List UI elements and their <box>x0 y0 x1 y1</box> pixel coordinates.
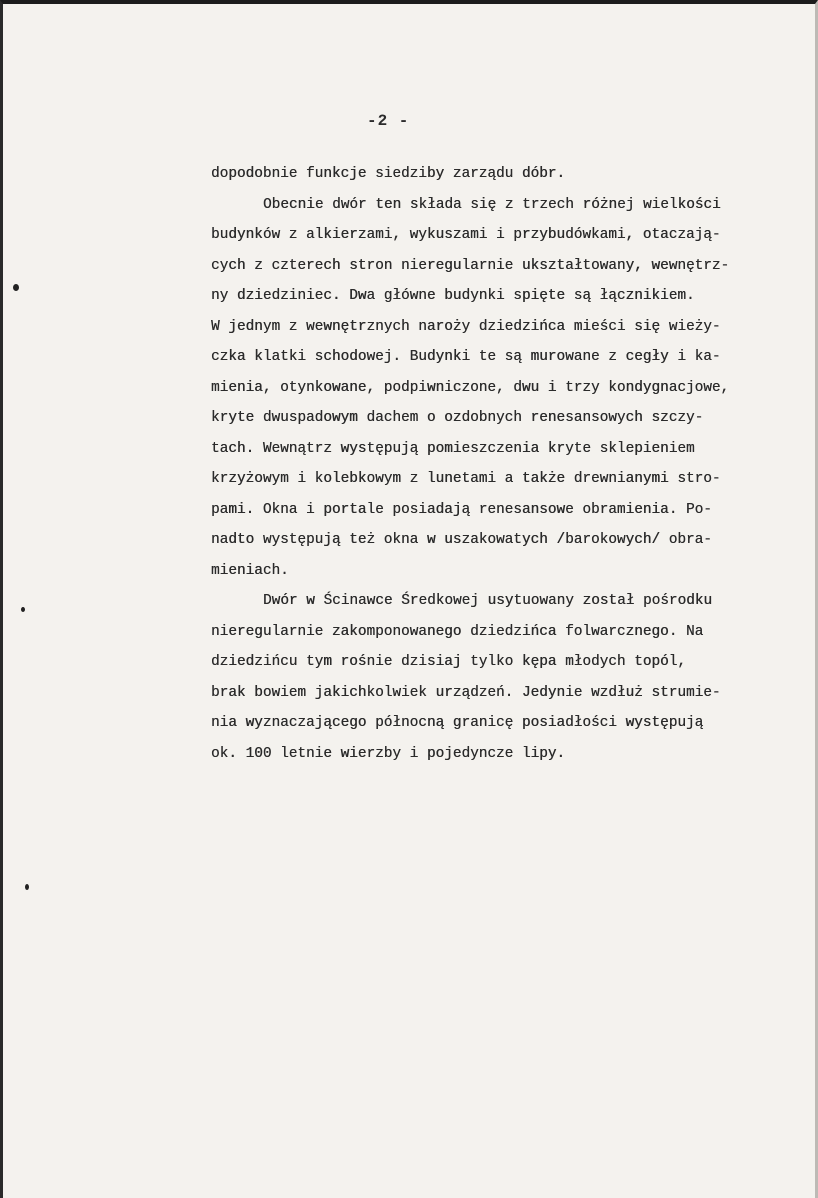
text-line: mieniach. <box>211 563 289 579</box>
text-line: Dwór w Ścinawce Średkowej usytuowany został pośrodku <box>263 593 713 609</box>
text-line: cych z czterech stron nieregularnie ukształtowany, wewnętrz- <box>211 258 730 274</box>
ink-speck <box>25 884 29 890</box>
text-line: brak bowiem jakichkolwiek urządzeń. Jedynie wzdłuż strumie- <box>211 685 721 701</box>
page-number: -2 - <box>367 112 410 130</box>
text-line: nadto występują też okna w uszakowatych /barokowych/ obra- <box>211 532 712 548</box>
text-line: czka klatki schodowej. Budynki te są murowane z cegły i ka- <box>211 349 721 365</box>
text-line: tach. Wewnątrz występują pomieszczenia kryte sklepieniem <box>211 441 695 457</box>
text-line: nia wyznaczającego północną granicę posiadłości występują <box>211 715 704 731</box>
text-line: mienia, otynkowane, podpiwniczone, dwu i trzy kondygnacjowe, <box>211 380 730 396</box>
ink-speck <box>13 284 19 291</box>
text-line: ok. 100 letnie wierzby i pojedyncze lipy. <box>211 746 566 762</box>
text-line: dziedzińcu tym rośnie dzisiaj tylko kępa młodych topól, <box>211 654 686 670</box>
text-line: dopodobnie funkcje siedziby zarządu dóbr. <box>211 166 566 182</box>
ink-speck <box>21 607 25 612</box>
text-line: pami. Okna i portale posiadają renesansowe obramienia. Po- <box>211 502 712 518</box>
text-line: krzyżowym i kolebkowym z lunetami a także drewnianymi stro- <box>211 471 721 487</box>
text-line: ny dziedziniec. Dwa główne budynki spięte są łącznikiem. <box>211 288 695 304</box>
text-line: Obecnie dwór ten składa się z trzech różnej wielkości <box>263 197 721 213</box>
text-line: budynków z alkierzami, wykuszami i przybudówkami, otaczają- <box>211 227 721 243</box>
text-line: kryte dwuspadowym dachem o ozdobnych renesansowych szczy- <box>211 410 704 426</box>
text-line: W jednym z wewnętrznych naroży dziedzińca mieści się wieży- <box>211 319 721 335</box>
text-line: nieregularnie zakomponowanego dziedzińca folwarcznego. Na <box>211 624 704 640</box>
